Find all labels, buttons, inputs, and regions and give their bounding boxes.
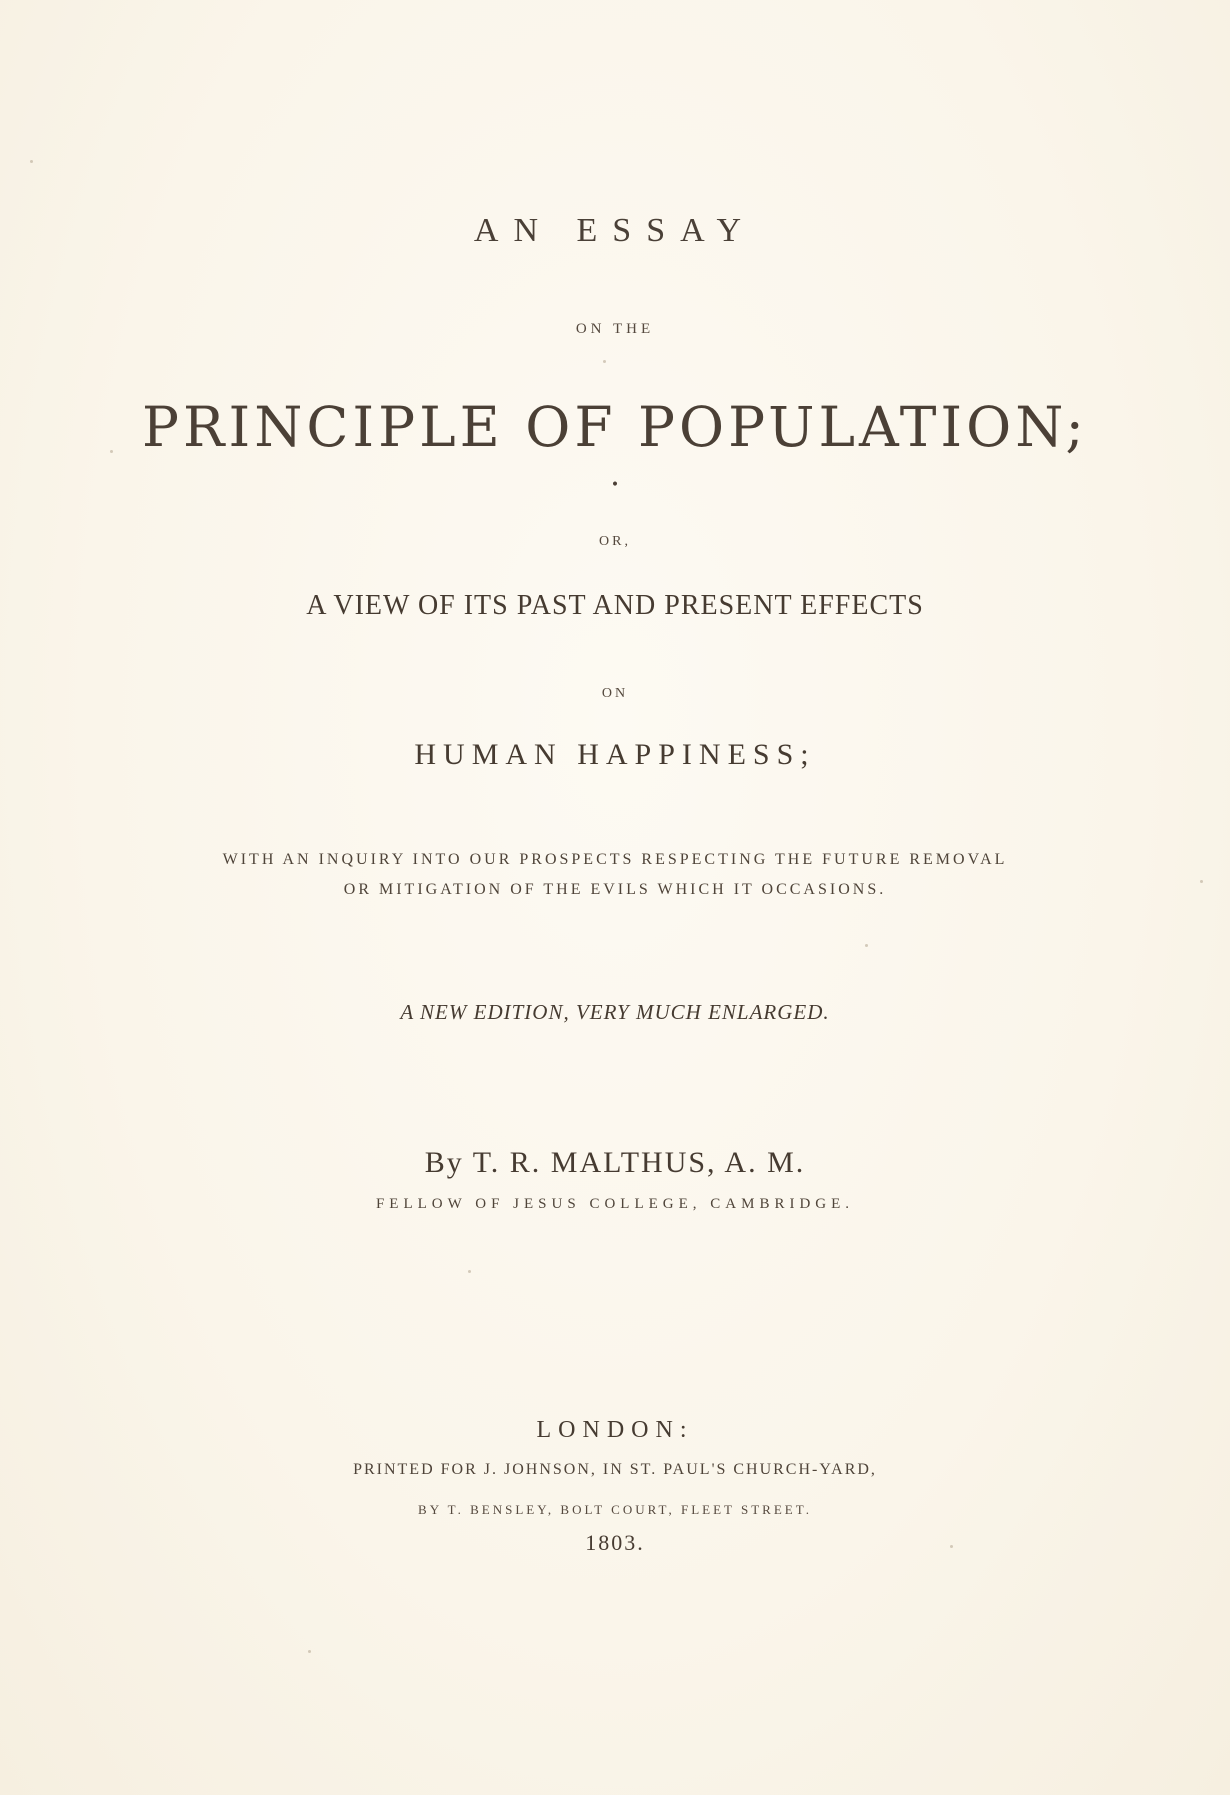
paper-speck: [468, 1270, 471, 1273]
imprint-city: LONDON:: [536, 1417, 694, 1443]
imprint-year: 1803.: [585, 1530, 645, 1555]
edition-note: A NEW EDITION, VERY MUCH ENLARGED.: [400, 1000, 830, 1024]
paper-speck: [865, 944, 868, 947]
author-line: By T. R. MALTHUS, A. M.: [424, 1146, 806, 1179]
paper-speck: [1200, 880, 1203, 883]
ornament-dot: •: [610, 477, 620, 493]
on-the-connector: ON THE: [575, 321, 655, 337]
imprint-publisher: PRINTED FOR J. JOHNSON, IN ST. PAUL'S CHURCH-YARD,: [353, 1461, 877, 1478]
or-connector: OR,: [599, 534, 631, 549]
inquiry-line-2: OR MITIGATION OF THE EVILS WHICH IT OCCASIONS.: [343, 881, 887, 898]
subtitle-view: A VIEW OF ITS PAST AND PRESENT EFFECTS: [306, 590, 924, 621]
main-title: PRINCIPLE OF POPULATION;: [142, 395, 1088, 459]
inquiry-line-1: WITH AN INQUIRY INTO OUR PROSPECTS RESPECTING THE FUTURE REMOVAL: [222, 851, 1008, 868]
essay-heading: AN ESSAY: [473, 212, 757, 249]
paper-speck: [308, 1650, 311, 1653]
on-connector: ON: [601, 686, 629, 701]
imprint-printer: BY T. BENSLEY, BOLT COURT, FLEET STREET.: [418, 1502, 812, 1517]
paper-speck: [950, 1545, 953, 1548]
subtitle-happiness: HUMAN HAPPINESS;: [414, 738, 816, 771]
paper-speck: [603, 360, 606, 363]
paper-speck: [30, 160, 33, 163]
paper-speck: [110, 450, 113, 453]
author-affiliation: FELLOW OF JESUS COLLEGE, CAMBRIDGE.: [375, 1196, 855, 1212]
